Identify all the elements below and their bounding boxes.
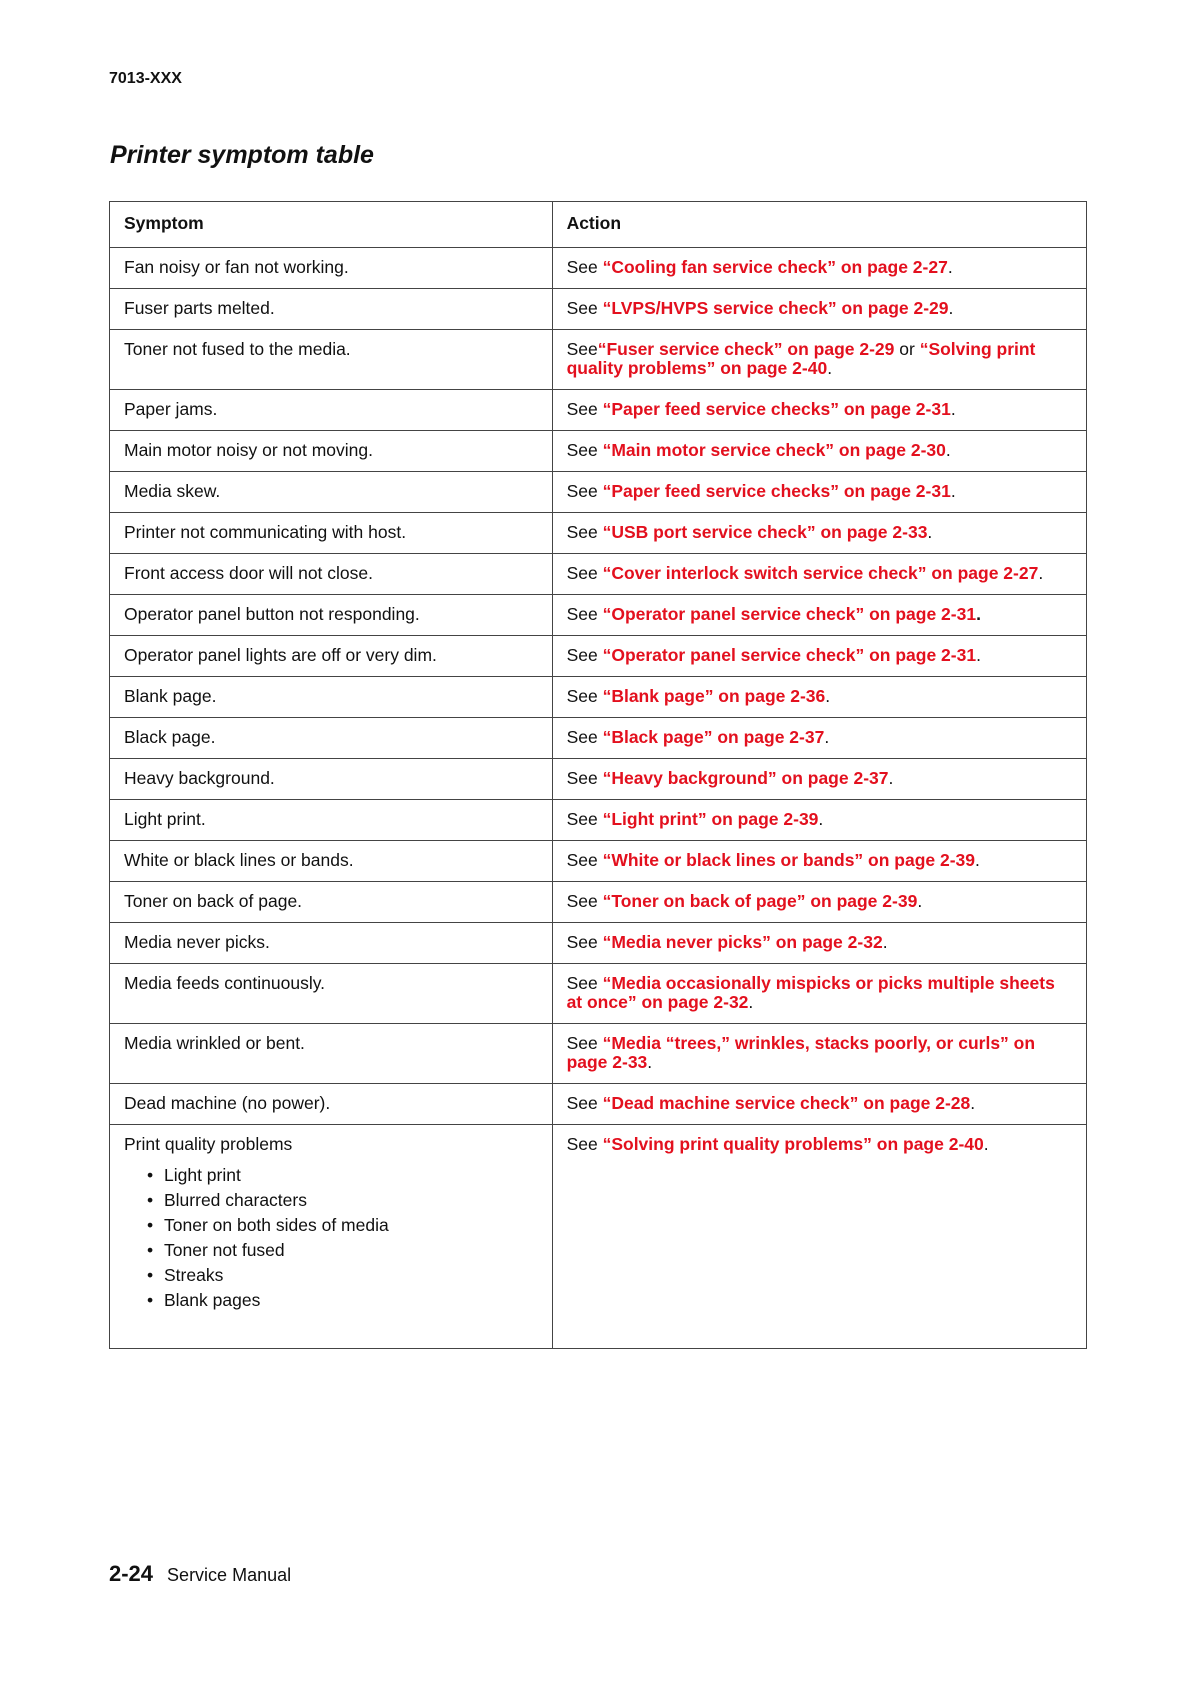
- see-label: See: [566, 481, 598, 501]
- table-row: [110, 677, 1087, 718]
- see-label: See: [566, 809, 598, 829]
- cross-reference-link[interactable]: “Fuser service check” on page 2-29: [597, 339, 895, 359]
- symptom-cell: White or black lines or bands.: [110, 841, 553, 882]
- sentence-end: .: [976, 645, 981, 665]
- see-label: See: [566, 563, 598, 583]
- cross-reference-link[interactable]: “Operator panel service check” on page 2-31: [602, 604, 977, 624]
- symptom-cell: Media never picks.: [110, 923, 553, 964]
- cross-reference-link[interactable]: “Heavy background” on page 2-37: [602, 768, 889, 788]
- action-cell: [552, 800, 1086, 841]
- see-label: See: [566, 727, 598, 747]
- list-item: • Light print: [164, 1163, 538, 1188]
- table-row: [110, 841, 1087, 882]
- see-label: See: [566, 850, 598, 870]
- sentence-end: .: [825, 686, 831, 706]
- action-cell: [552, 1125, 1086, 1349]
- list-item: • Toner not fused: [164, 1238, 538, 1263]
- cross-reference-link[interactable]: “Cover interlock switch service check” on page 2-27: [602, 563, 1039, 583]
- cross-reference-link[interactable]: “Dead machine service check” on page 2-28: [602, 1093, 971, 1113]
- list-item: • Toner on both sides of media: [164, 1213, 538, 1238]
- symptom-cell: Main motor noisy or not moving.: [110, 431, 553, 472]
- table-row: [110, 390, 1087, 431]
- table-row: [110, 636, 1087, 677]
- symptom-cell: Toner not fused to the media.: [110, 330, 553, 390]
- symptom-cell: Printer not communicating with host.: [110, 513, 553, 554]
- symptom-cell: Fuser parts melted.: [110, 289, 553, 330]
- cross-reference-link[interactable]: “Main motor service check” on page 2-30: [602, 440, 946, 460]
- sentence-end: .: [945, 440, 951, 460]
- list-item: • Blank pages: [164, 1288, 538, 1313]
- action-cell: [552, 390, 1086, 431]
- action-cell: [552, 964, 1086, 1024]
- sentence-end: .: [917, 891, 923, 911]
- symptom-cell: Operator panel button not responding.: [110, 595, 553, 636]
- cross-reference-link[interactable]: “Blank page” on page 2-36: [602, 686, 826, 706]
- symptom-cell: Light print.: [110, 800, 553, 841]
- table-header-row: [110, 202, 1087, 248]
- sentence-end: .: [970, 1093, 976, 1113]
- action-cell: [552, 431, 1086, 472]
- cross-reference-link[interactable]: “Media “trees,” wrinkles, stacks poorly, or curls” on page 2-33: [566, 1033, 1036, 1072]
- symptom-column-header: Symptom: [110, 202, 553, 248]
- cross-reference-link[interactable]: “Paper feed service checks” on page 2-31: [602, 399, 951, 419]
- cross-reference-link[interactable]: “USB port service check” on page 2-33: [602, 522, 928, 542]
- manual-title: Service Manual: [167, 1565, 292, 1585]
- cross-reference-link[interactable]: “Black page” on page 2-37: [602, 727, 825, 747]
- see-label: See: [566, 1093, 598, 1113]
- table-row: [110, 1084, 1087, 1125]
- action-cell: [552, 289, 1086, 330]
- page-title: Printer symptom table: [110, 141, 374, 169]
- table-row: [110, 554, 1087, 595]
- table-row: [110, 759, 1087, 800]
- action-cell: [552, 718, 1086, 759]
- sentence-end: .: [827, 358, 833, 378]
- see-label: See: [566, 298, 598, 318]
- action-cell: [552, 554, 1086, 595]
- symptom-cell: Fan noisy or fan not working.: [110, 248, 553, 289]
- table-row: [110, 718, 1087, 759]
- cross-reference-link[interactable]: “Media occasionally mispicks or picks multiple sheets at once” on page 2-32: [566, 973, 1055, 1012]
- cross-reference-link[interactable]: “Solving print quality problems” on page 2-40: [602, 1134, 984, 1154]
- see-label: See: [566, 339, 598, 359]
- see-label: See: [566, 768, 598, 788]
- cross-reference-link[interactable]: “Media never picks” on page 2-32: [602, 932, 883, 952]
- symptom-cell: Toner on back of page.: [110, 882, 553, 923]
- table-row: [110, 1125, 1087, 1349]
- see-label: See: [566, 440, 598, 460]
- action-cell: [552, 472, 1086, 513]
- cross-reference-link[interactable]: “Cooling fan service check” on page 2-27: [602, 257, 948, 277]
- cross-reference-link[interactable]: “Light print” on page 2-39: [602, 809, 819, 829]
- page-number: 2-24: [109, 1561, 154, 1586]
- symptom-cell: Paper jams.: [110, 390, 553, 431]
- table-row: [110, 964, 1087, 1024]
- sentence-end: .: [983, 1134, 989, 1154]
- sentence-end: .: [882, 932, 888, 952]
- table-row: [110, 513, 1087, 554]
- see-label: See: [566, 257, 598, 277]
- action-cell: [552, 1024, 1086, 1084]
- sentence-end: .: [950, 399, 956, 419]
- symptom-cell: Operator panel lights are off or very dim.: [110, 636, 553, 677]
- action-cell: [552, 513, 1086, 554]
- sentence-end: .: [1038, 563, 1044, 583]
- quality-problem-list: [124, 1163, 538, 1313]
- see-label: See: [566, 891, 598, 911]
- or-label: or: [899, 339, 915, 359]
- sentence-end: .: [948, 298, 954, 318]
- sentence-end: .: [888, 768, 894, 788]
- action-cell: [552, 330, 1086, 390]
- cross-reference-link[interactable]: “Toner on back of page” on page 2-39: [602, 891, 918, 911]
- cross-reference-link[interactable]: “LVPS/HVPS service check” on page 2-29: [602, 298, 949, 318]
- action-cell: [552, 923, 1086, 964]
- table-row: [110, 289, 1087, 330]
- action-cell: [552, 248, 1086, 289]
- see-label: See: [566, 932, 598, 952]
- sentence-end: .: [976, 604, 981, 624]
- cross-reference-link[interactable]: “Operator panel service check” on page 2-31: [602, 645, 977, 665]
- action-cell: [552, 882, 1086, 923]
- symptom-cell: Media feeds continuously.: [110, 964, 553, 1024]
- see-label: See: [566, 604, 598, 624]
- see-label: See: [566, 1033, 598, 1053]
- see-label: See: [566, 973, 598, 993]
- cross-reference-link[interactable]: “White or black lines or bands” on page 2-39: [602, 850, 976, 870]
- see-label: See: [566, 522, 598, 542]
- sentence-end: .: [975, 850, 980, 870]
- action-cell: [552, 677, 1086, 718]
- sentence-end: .: [950, 481, 956, 501]
- see-label: See: [566, 686, 598, 706]
- see-label: See: [566, 645, 598, 665]
- cross-reference-link-secondary[interactable]: “Solving print quality problems” on page 2-40: [566, 339, 1036, 378]
- table-row: [110, 1024, 1087, 1084]
- symptom-cell: Blank page.: [110, 677, 553, 718]
- document-model-header: 7013-XXX: [109, 70, 182, 87]
- action-cell: [552, 841, 1086, 882]
- table-row: [110, 923, 1087, 964]
- sentence-end: .: [748, 992, 754, 1012]
- cross-reference-link[interactable]: “Paper feed service checks” on page 2-31: [602, 481, 951, 501]
- table-row: [110, 800, 1087, 841]
- page-footer: [109, 1561, 291, 1587]
- see-label: See: [566, 399, 598, 419]
- table-row: [110, 472, 1087, 513]
- sentence-end: .: [824, 727, 830, 747]
- symptom-cell: Dead machine (no power).: [110, 1084, 553, 1125]
- action-cell: [552, 595, 1086, 636]
- table-row: [110, 431, 1087, 472]
- table-row: [110, 595, 1087, 636]
- sentence-end: .: [818, 809, 824, 829]
- list-item: • Streaks: [164, 1263, 538, 1288]
- symptom-cell: Media wrinkled or bent.: [110, 1024, 553, 1084]
- symptom-cell: Front access door will not close.: [110, 554, 553, 595]
- table-row: [110, 330, 1087, 390]
- sentence-end: .: [647, 1052, 653, 1072]
- table-row: [110, 882, 1087, 923]
- symptom-cell: Black page.: [110, 718, 553, 759]
- symptom-cell: [110, 1125, 553, 1349]
- action-cell: [552, 636, 1086, 677]
- symptom-cell: Heavy background.: [110, 759, 553, 800]
- see-label: See: [566, 1134, 598, 1154]
- action-column-header: Action: [552, 202, 1086, 248]
- sentence-end: .: [947, 257, 953, 277]
- symptom-text: Print quality problems: [124, 1134, 293, 1154]
- symptom-cell: Media skew.: [110, 472, 553, 513]
- table-row: [110, 248, 1087, 289]
- action-cell: [552, 1084, 1086, 1125]
- list-item: • Blurred characters: [164, 1188, 538, 1213]
- symptom-table: [109, 201, 1087, 1349]
- sentence-end: .: [927, 522, 933, 542]
- action-cell: [552, 759, 1086, 800]
